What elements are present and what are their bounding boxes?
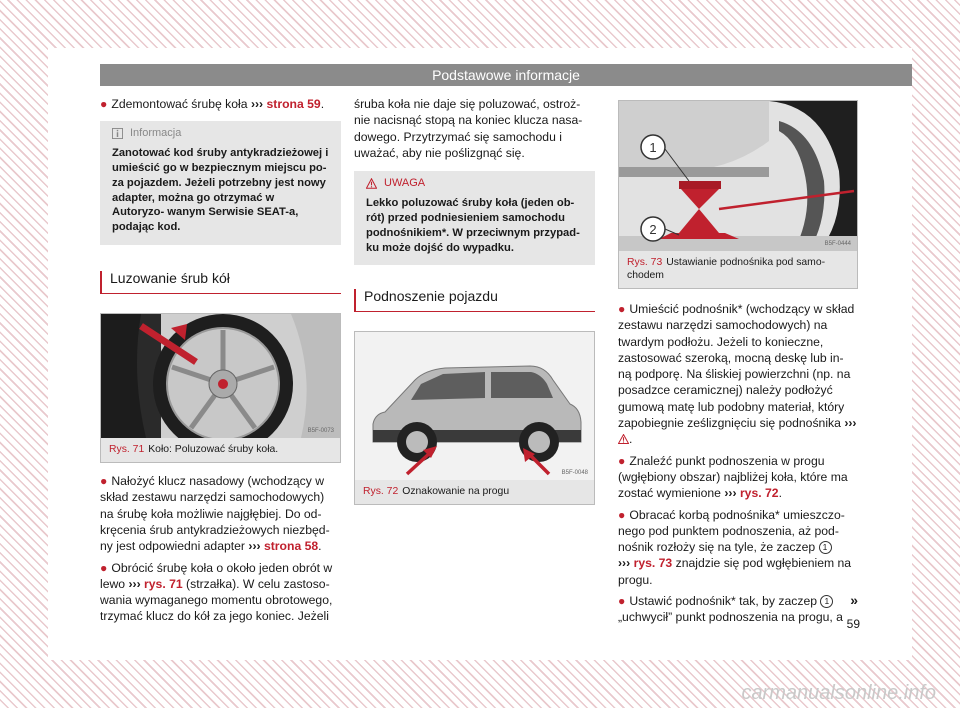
paragraph-position-jack: ● Ustawić podnośnik* tak, by zaczep 1 „uchwycił” punkt podnoszenia na progu, a — [618, 594, 843, 625]
info-body: Zanotować kod śruby antykradzieżowej i umieścić go w bezpiecznym miejscu po- za pojazdem. Jeżeli potrzebny jest nowy adapter, można go otrzymać w Autoryzo- wanym Serwisie SEAT-a, podając kod. — [112, 147, 329, 234]
figure-71 — [100, 313, 341, 463]
column-right — [618, 96, 858, 631]
warning-body: Lekko poluzować śruby koła (jeden ob- rót) przed podniesieniem samochodu podnośnikiem*. W przeciwnym przypad- ku może dojść do wypadku. — [366, 197, 580, 254]
figure-number: Rys. 71 — [109, 444, 145, 456]
page-reference-link[interactable]: strona 59 — [266, 97, 321, 111]
callout-2: 2 — [649, 222, 657, 237]
paragraph-place-jack: ● Umieścić podnośnik* (wchodzący w skład zestawu narzędzi samochodowych) na twardym podłożu. Jeżeli to konieczne, zastosować szeroką, mocną deskę lub in- ną podporę. Na śliskiej powierzchni (np. na posadzce ceramicznej) należy podłożyć gumową matę lub podobny materiał, który zapobiegnie ześlizgnięciu się podnośnika ››› . — [618, 302, 857, 447]
footer-watermark: carmanualsonline.info — [741, 682, 936, 704]
paragraph-turn-bolt: ● Obrócić śrubę koła o około jeden obrót w lewo ››› rys. 71 (strzałka). W celu zastoso- wania wymaganego momentu obrotowego, trzymać klucz do kół za jego koniec. Jeżeli — [100, 560, 333, 624]
wheel-image — [101, 314, 340, 438]
figure-number: Rys. 72 — [363, 486, 399, 498]
page-reference-link[interactable]: strona 58 — [263, 539, 319, 554]
figure-caption: Rys. 71 Koło: Poluzować śruby koła. — [101, 438, 340, 462]
paragraph-continued: śruba koła nie daje się poluzować, ostroż- nie nacisnąć stopą na koniec klucza nasa- dowego. Przytrzymać się samochodu i uważać, aby nie poślizgnąć się. — [354, 97, 583, 160]
image-code: B5F-0073 — [307, 428, 334, 435]
section-title-lifting: Podnoszenie pojazdu — [354, 289, 595, 312]
car-image — [355, 332, 594, 480]
car-illustration — [355, 332, 594, 480]
page-header: Podstawowe informacje — [100, 64, 912, 86]
warning-icon[interactable] — [618, 434, 629, 444]
image-code: B5F-0444 — [824, 241, 851, 247]
warning-box — [354, 171, 595, 265]
warning-icon — [366, 178, 377, 189]
callout-badge: 1 — [819, 541, 832, 554]
info-icon — [112, 128, 123, 139]
callout-1: 1 — [649, 140, 657, 155]
section-title-loosening: Luzowanie śrub kół — [100, 271, 341, 294]
info-box — [100, 121, 341, 245]
paragraph-crank-jack: ● Obracać korbą podnośnika* umieszczo- nego pod punktem podnoszenia, aż pod- nośnik rozłoży się na tyle, że zaczep 1 ››› rys. 73 znajdzie się pod wgłębieniem na progu. — [618, 507, 852, 587]
page-number: 59 — [846, 617, 860, 631]
wheel-illustration — [101, 314, 340, 438]
figure-reference-link[interactable]: rys. 72 — [739, 486, 779, 501]
ref-arrows: ››› — [250, 97, 264, 111]
paragraph-remove-bolt: ● Zdemontować śrubę koła ››› strona 59. — [100, 97, 325, 111]
figure-caption: Rys. 73 Ustawianie podnośnika pod samo- chodem — [619, 251, 857, 288]
figure-reference-link[interactable]: rys. 71 — [144, 576, 183, 591]
info-title: Informacja — [130, 127, 182, 140]
jack-image — [619, 101, 857, 251]
paragraph-socket-wrench: ● Nałożyć klucz nasadowy (wchodzący w skład zestawu narzędzi samochodowych) na śrubę koła możliwie najgłębiej. Do od- kręcenia śrub antykradzieżowych niezbęd- ny jest odpowiedni adapter ››› strona 58. — [100, 474, 330, 554]
image-code: B5F-0048 — [561, 470, 588, 477]
bullet: ● — [100, 97, 108, 111]
figure-72 — [354, 331, 595, 505]
column-middle — [354, 96, 595, 505]
jack-illustration — [619, 101, 857, 251]
callout-badge: 1 — [820, 595, 833, 608]
warning-title: UWAGA — [384, 177, 426, 190]
figure-73 — [618, 100, 858, 289]
continue-marker: » — [850, 592, 858, 608]
figure-number: Rys. 73 — [627, 257, 663, 268]
figure-caption: Rys. 72 Oznakowanie na progu — [355, 480, 594, 504]
figure-reference-link[interactable]: rys. 73 — [633, 556, 673, 571]
manual-page — [48, 48, 912, 660]
paragraph-lifting-point: ● Znaleźć punkt podnoszenia w progu (wgłębiony obszar) najbliżej koła, które ma zostać wymienione ››› rys. 72. — [618, 453, 848, 501]
column-left — [100, 96, 341, 630]
